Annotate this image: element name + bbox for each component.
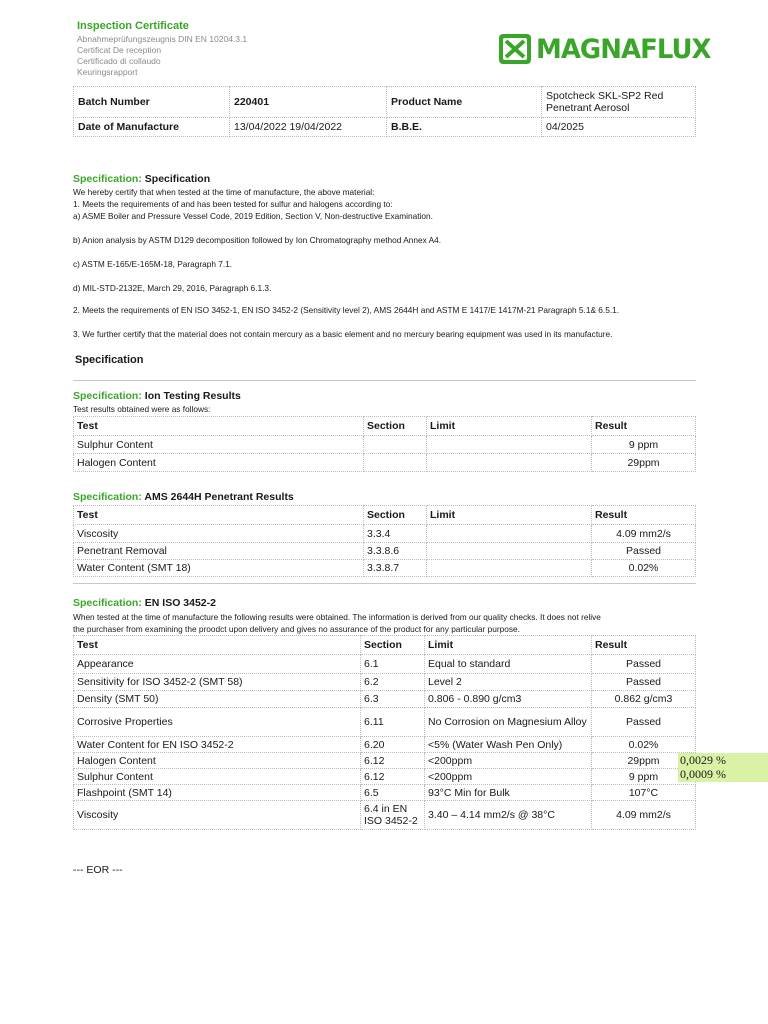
manufacture-date-label: Date of Manufacture (74, 118, 230, 137)
section-cell: 6.1 (361, 655, 425, 674)
product-name-line-2: Penetrant Aerosol (546, 102, 630, 114)
table-row (74, 691, 696, 708)
batch-number-value: 220401 (230, 87, 387, 118)
test-cell: Penetrant Removal (74, 543, 364, 560)
result-cell: 0.02% (592, 737, 696, 753)
table-row (74, 655, 696, 674)
spec-line: 3. We further certify that the material does not contain mercury as a basic element and no mercury bearing equipment was used in its manufacture. (73, 329, 613, 339)
spec-prefix: Specification: (73, 173, 142, 185)
section-cell: 6.3 (361, 691, 425, 708)
ion-title: Ion Testing Results (144, 390, 241, 402)
test-cell: Sulphur Content (74, 436, 364, 454)
ams-prefix: Specification: (73, 491, 142, 503)
spec-title: Specification (144, 173, 211, 185)
ion-prefix: Specification: (73, 390, 142, 402)
section-cell (364, 454, 427, 472)
result-cell: 4.09 mm2/s (592, 525, 696, 543)
result-cell: 0.02% (592, 560, 696, 577)
result-cell: 4.09 mm2/s (592, 801, 696, 830)
limit-cell: Level 2 (425, 674, 592, 691)
section-cell: 6.5 (361, 785, 425, 801)
table-row (74, 769, 696, 785)
table-row (74, 737, 696, 753)
result-cell: 9 ppm (592, 769, 696, 785)
test-cell: Water Content (SMT 18) (74, 560, 364, 577)
spec-line: We hereby certify that when tested at the time of manufacture, the above material: (73, 187, 375, 197)
table-row (74, 560, 696, 577)
limit-cell (427, 436, 592, 454)
test-cell: Flashpoint (SMT 14) (74, 785, 361, 801)
table-row (74, 436, 696, 454)
test-cell: Sulphur Content (74, 769, 361, 785)
table-row (74, 454, 696, 472)
table-header-row (74, 417, 696, 436)
product-name-value (542, 87, 696, 118)
result-cell: Passed (592, 543, 696, 560)
col-test-header: Test (74, 417, 364, 436)
certificate-title-nl: Keuringsrapport (77, 67, 138, 77)
limit-cell (427, 525, 592, 543)
limit-cell: <200ppm (425, 769, 592, 785)
result-cell: 29ppm (592, 753, 696, 769)
batch-number-label: Batch Number (74, 87, 230, 118)
test-cell: Viscosity (74, 525, 364, 543)
section-cell: 3.3.8.6 (364, 543, 427, 560)
table-row (74, 785, 696, 801)
section-cell: 3.3.4 (364, 525, 427, 543)
section-cell: 6.4 in EN ISO 3452-2 (361, 801, 425, 830)
table-header-row (74, 506, 696, 525)
limit-cell: <200ppm (425, 753, 592, 769)
limit-cell (427, 560, 592, 577)
col-result-header: Result (592, 506, 696, 525)
limit-cell: 3.40 – 4.14 mm2/s @ 38°C (425, 801, 592, 830)
table-row (74, 543, 696, 560)
result-cell: Passed (592, 655, 696, 674)
iso-intro-line-2: the purchaser from examining the proodct upon delivery and gives no assurance of the product for any particular purpose. (73, 624, 520, 634)
col-section-header: Section (364, 417, 427, 436)
certificate-title-de: Abnahmeprüfungszeugnis DIN EN 10204.3.1 (77, 34, 248, 44)
spec-line: d) MIL-STD-2132E, March 29, 2016, Paragraph 6.1.3. (73, 283, 272, 293)
iso-prefix: Specification: (73, 597, 142, 609)
iso-results-table (73, 635, 696, 830)
col-limit-header: Limit (427, 417, 592, 436)
certificate-title-it: Certificado di collaudo (77, 56, 161, 66)
ion-results-table (73, 416, 696, 472)
limit-cell: 93°C Min for Bulk (425, 785, 592, 801)
col-test-header: Test (74, 636, 361, 655)
col-section-header: Section (361, 636, 425, 655)
ams-results-table (73, 505, 696, 577)
section-cell: 6.2 (361, 674, 425, 691)
result-cell: 107°C (592, 785, 696, 801)
spec-line: 1. Meets the requirements of and has been tested for sulfur and halogens according to: (73, 199, 393, 209)
col-limit-header: Limit (425, 636, 592, 655)
spec-section-title (73, 173, 210, 185)
result-cell: Passed (592, 674, 696, 691)
spec-subheading: Specification (75, 354, 144, 366)
certificate-title-fr: Certificat De reception (77, 45, 162, 55)
table-header-row (74, 636, 696, 655)
section-divider (73, 380, 696, 381)
spec-line: 2. Meets the requirements of EN ISO 3452-1, EN ISO 3452-2 (Sensitivity level 2), AMS 2644H and ASTM E 1417/E 1417M-21 Paragraph 5.1& 6.5.1. (73, 305, 620, 315)
ams-title: AMS 2644H Penetrant Results (144, 491, 294, 503)
limit-cell (427, 454, 592, 472)
iso-intro-line-1: When tested at the time of manufacture the following results were obtained. The information is derived from our quality checks. It does not relive (73, 612, 601, 622)
product-name-label: Product Name (387, 87, 542, 118)
section-cell: 6.11 (361, 708, 425, 737)
certificate-title: Inspection Certificate (77, 20, 189, 32)
col-limit-header: Limit (427, 506, 592, 525)
result-cell: 29ppm (592, 454, 696, 472)
col-result-header: Result (592, 636, 696, 655)
halogen-percent-note: 0,0029 % (678, 753, 768, 768)
ams-section-title (73, 491, 294, 503)
ion-section-title (73, 390, 241, 402)
product-name-line-1: Spotcheck SKL-SP2 Red (546, 90, 664, 102)
section-cell (364, 436, 427, 454)
test-cell: Water Content for EN ISO 3452-2 (74, 737, 361, 753)
result-cell: 9 ppm (592, 436, 696, 454)
spec-line: c) ASTM E-165/E-165M-18, Paragraph 7.1. (73, 259, 233, 269)
col-test-header: Test (74, 506, 364, 525)
manufacture-date-value: 13/04/2022 19/04/2022 (230, 118, 387, 137)
bbe-value: 04/2025 (542, 118, 696, 137)
spec-line: b) Anion analysis by ASTM D129 decomposition followed by Ion Chromatography method Annex A4. (73, 235, 442, 245)
iso-section-title (73, 597, 216, 609)
section-cell: 3.3.8.7 (364, 560, 427, 577)
test-cell: Halogen Content (74, 454, 364, 472)
section-divider (73, 583, 696, 584)
col-section-header: Section (364, 506, 427, 525)
magnaflux-logo (498, 32, 718, 66)
table-row (74, 801, 696, 830)
end-of-report: --- EOR --- (73, 864, 123, 876)
certificate-header (77, 20, 247, 78)
limit-cell: No Corrosion on Magnesium Alloy (425, 708, 592, 737)
section-cell: 6.12 (361, 753, 425, 769)
limit-cell: 0.806 - 0.890 g/cm3 (425, 691, 592, 708)
test-cell: Corrosive Properties (74, 708, 361, 737)
ion-intro: Test results obtained were as follows: (73, 404, 211, 414)
result-cell: Passed (592, 708, 696, 737)
magnaflux-logo-text: MAGNAFLUX (536, 33, 711, 65)
magnaflux-logo-icon (498, 33, 532, 65)
test-cell: Appearance (74, 655, 361, 674)
test-cell: Halogen Content (74, 753, 361, 769)
batch-info-table (73, 86, 696, 137)
col-result-header: Result (592, 417, 696, 436)
sulphur-percent-note: 0,0009 % (678, 767, 768, 782)
table-row (74, 708, 696, 737)
batch-row (74, 87, 696, 118)
spec-line: a) ASME Boiler and Pressure Vessel Code, 2019 Edition, Section V, Non-destructive Examination. (73, 211, 433, 221)
test-cell: Viscosity (74, 801, 361, 830)
test-cell: Density (SMT 50) (74, 691, 361, 708)
date-row (74, 118, 696, 137)
bbe-label: B.B.E. (387, 118, 542, 137)
limit-cell: Equal to standard (425, 655, 592, 674)
limit-cell (427, 543, 592, 560)
result-cell: 0.862 g/cm3 (592, 691, 696, 708)
table-row (74, 525, 696, 543)
iso-title: EN ISO 3452-2 (144, 597, 216, 609)
table-row (74, 674, 696, 691)
section-cell: 6.20 (361, 737, 425, 753)
limit-cell: <5% (Water Wash Pen Only) (425, 737, 592, 753)
section-cell: 6.12 (361, 769, 425, 785)
test-cell: Sensitivity for ISO 3452-2 (SMT 58) (74, 674, 361, 691)
table-row (74, 753, 696, 769)
